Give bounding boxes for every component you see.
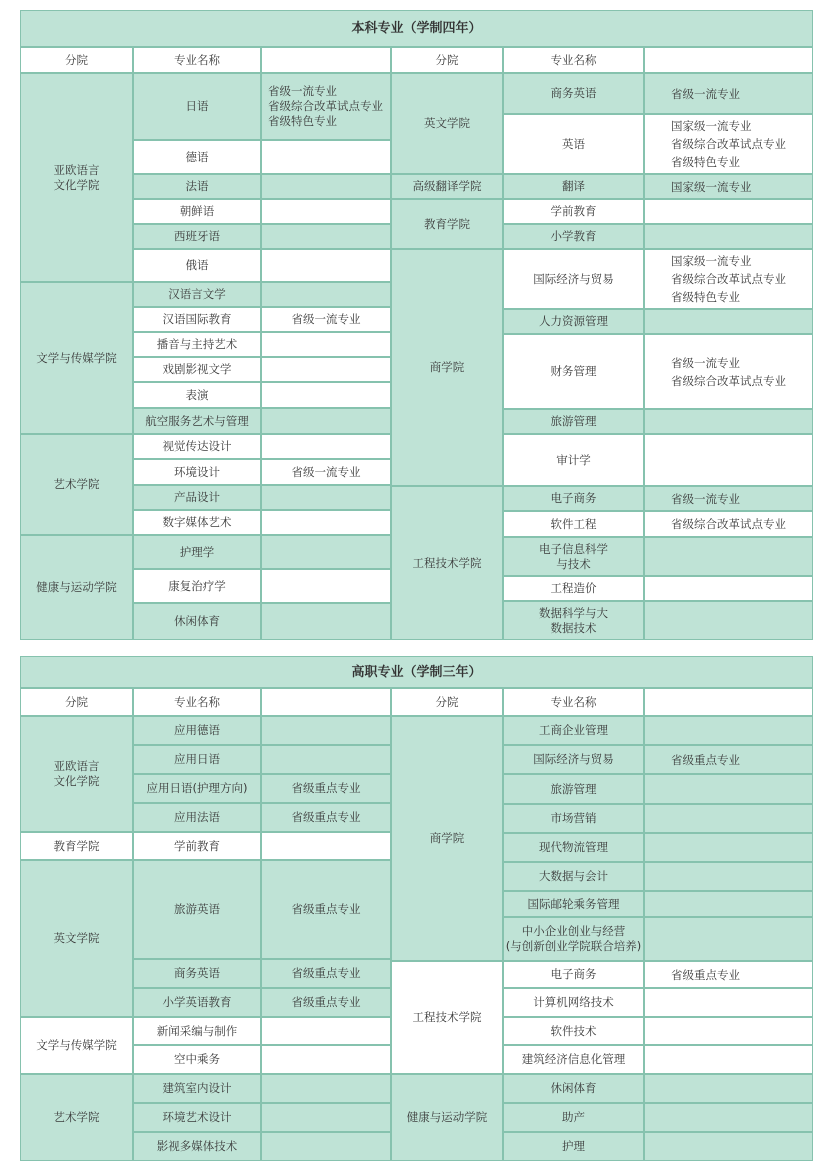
major-cell — [503, 224, 644, 249]
note-badge-text: 省级综合改革试点专业 — [671, 272, 786, 286]
major-cell — [503, 486, 644, 511]
college-name: 商学院 — [429, 831, 465, 845]
note-cell — [644, 745, 813, 774]
major-cell — [503, 73, 644, 114]
note-cell — [644, 199, 813, 224]
note-badge-text: 省级重点专业 — [291, 810, 361, 824]
major-cell — [503, 745, 644, 774]
note-cell — [261, 140, 391, 174]
major-cell — [133, 569, 261, 603]
major-cell — [133, 73, 261, 140]
note-badge-text: 省级一流专业 — [291, 312, 361, 326]
major-cell — [503, 1132, 644, 1161]
major-cell — [503, 1045, 644, 1074]
major-name: 计算机网络技术 — [533, 995, 614, 1009]
note-cell — [261, 510, 391, 535]
note-badge-text: 省级综合改革试点专业 — [671, 517, 786, 531]
college-cell — [20, 716, 133, 832]
note-cell — [261, 803, 391, 832]
header-college — [391, 688, 503, 716]
note-cell — [644, 961, 813, 988]
note-cell — [261, 988, 391, 1017]
note-cell — [644, 486, 813, 511]
major-name: 软件技术 — [550, 1023, 597, 1038]
note-cell — [261, 716, 391, 745]
major-cell — [503, 716, 644, 745]
note-cell — [261, 832, 391, 860]
header-note — [261, 47, 391, 73]
college-cell — [391, 199, 503, 249]
header-major — [133, 47, 261, 73]
major-name: 汉语言文学 — [168, 287, 226, 301]
major-cell — [503, 961, 644, 988]
major-name: 电子商务 — [550, 967, 597, 981]
major-name: 建筑经济信息化管理 — [521, 1052, 626, 1066]
note-cell — [261, 860, 391, 959]
header-note — [644, 47, 813, 73]
college-name: 健康与运动学院 — [36, 580, 117, 594]
note-badge-text: 省级特色专业 — [268, 114, 337, 128]
note-badge-text: 国家级一流专业 — [671, 179, 752, 194]
major-name: 商务英语 — [174, 966, 220, 980]
college-name: 文学与传媒学院 — [36, 1038, 117, 1052]
college-name: 亚欧语言 文化学院 — [53, 759, 100, 788]
major-name: 现代物流管理 — [539, 840, 608, 854]
header-college-text: 分院 — [435, 694, 459, 709]
major-name: 休闲体育 — [550, 1081, 597, 1095]
college-name: 英文学院 — [53, 931, 100, 945]
major-cell — [133, 307, 261, 332]
header-major — [133, 688, 261, 716]
major-name: 应用法语 — [174, 810, 220, 824]
college-name: 教育学院 — [53, 838, 100, 853]
major-cell — [133, 140, 261, 174]
college-cell — [391, 716, 503, 961]
note-cell — [644, 511, 813, 537]
major-cell — [503, 988, 644, 1017]
major-name: 播音与主持艺术 — [156, 337, 238, 351]
note-cell — [644, 537, 813, 576]
major-cell — [503, 891, 644, 917]
major-name: 日语 — [185, 99, 209, 113]
major-cell — [503, 1103, 644, 1132]
note-cell — [261, 1045, 391, 1074]
major-cell — [503, 199, 644, 224]
college-cell — [391, 73, 503, 174]
major-name: 旅游管理 — [550, 414, 597, 428]
major-name: 影视多媒体技术 — [156, 1139, 238, 1153]
note-cell — [261, 434, 391, 459]
major-cell — [503, 174, 644, 199]
major-cell — [503, 917, 644, 961]
major-name: 航空服务艺术与管理 — [145, 413, 249, 428]
major-cell — [133, 174, 261, 199]
college-name: 教育学院 — [424, 216, 470, 231]
note-cell — [261, 535, 391, 569]
note-cell — [644, 334, 813, 409]
note-badge-text: 省级一流专业 — [671, 491, 740, 506]
major-name: 旅游英语 — [174, 902, 220, 916]
college-cell — [20, 860, 133, 1017]
college-name: 工程技术学院 — [412, 1010, 482, 1024]
major-name: 数字媒体艺术 — [162, 515, 232, 529]
note-badge-text: 省级重点专业 — [291, 902, 361, 916]
note-badge-text: 省级重点专业 — [291, 781, 361, 795]
note-cell — [644, 716, 813, 745]
major-cell — [133, 510, 261, 535]
note-cell — [261, 174, 391, 199]
note-cell — [644, 1074, 813, 1103]
note-cell — [261, 603, 391, 640]
note-cell — [644, 1132, 813, 1161]
header-major — [503, 688, 644, 716]
note-cell — [261, 459, 391, 485]
major-cell — [133, 382, 261, 408]
note-cell — [644, 988, 813, 1017]
note-cell — [261, 73, 391, 140]
major-name: 助产 — [562, 1110, 585, 1124]
note-cell — [261, 224, 391, 249]
major-name: 新闻采编与制作 — [156, 1023, 238, 1038]
major-name: 护理学 — [179, 544, 215, 559]
header-major-text: 专业名称 — [550, 52, 597, 67]
note-cell — [644, 114, 813, 174]
major-name: 电子信息科学 与技术 — [539, 541, 608, 571]
major-name: 数据科学与大 数据技术 — [539, 605, 608, 635]
note-cell — [261, 1017, 391, 1045]
major-cell — [133, 485, 261, 510]
major-cell — [133, 860, 261, 959]
major-name: 审计学 — [556, 452, 591, 467]
major-name: 法语 — [185, 179, 209, 193]
header-college — [391, 47, 503, 73]
major-cell — [133, 1045, 261, 1074]
note-badge-text: 国家级一流专业 — [671, 254, 752, 268]
major-cell — [133, 459, 261, 485]
table-title-text: 本科专业（学制四年） — [351, 21, 482, 36]
major-name: 应用德语 — [174, 723, 220, 737]
header-major-text: 专业名称 — [174, 52, 220, 67]
note-cell — [261, 1074, 391, 1103]
major-name: 应用日语(护理方向) — [146, 781, 248, 795]
major-cell — [503, 511, 644, 537]
major-cell — [133, 434, 261, 459]
major-name: 中小企业创业与经营 (与创新创业学院联合培养) — [505, 924, 642, 953]
major-cell — [503, 409, 644, 434]
major-cell — [133, 832, 261, 860]
major-cell — [133, 357, 261, 382]
note-cell — [261, 408, 391, 434]
college-name: 艺术学院 — [53, 1110, 100, 1124]
major-cell — [133, 282, 261, 307]
note-cell — [261, 357, 391, 382]
note-badge-text: 省级特色专业 — [671, 290, 740, 304]
college-name: 健康与运动学院 — [406, 1110, 488, 1124]
note-cell — [261, 332, 391, 357]
college-name: 亚欧语言 文化学院 — [53, 162, 100, 192]
header-college-text: 分院 — [65, 694, 88, 709]
note-cell — [644, 862, 813, 891]
major-cell — [133, 774, 261, 803]
college-cell — [20, 1017, 133, 1074]
major-cell — [133, 224, 261, 249]
note-badge-text: 省级重点专业 — [671, 967, 740, 982]
note-cell — [644, 224, 813, 249]
college-name: 艺术学院 — [53, 477, 100, 491]
major-name: 戏剧影视文学 — [162, 362, 232, 376]
note-cell — [644, 1103, 813, 1132]
note-cell — [261, 282, 391, 307]
major-cell — [503, 576, 644, 601]
note-cell — [261, 774, 391, 803]
major-name: 电子商务 — [550, 491, 597, 505]
note-cell — [261, 745, 391, 774]
note-badge-text: 省级重点专业 — [671, 752, 740, 767]
major-cell — [133, 249, 261, 282]
major-name: 国际邮轮乘务管理 — [527, 896, 620, 911]
note-badge-text: 省级特色专业 — [671, 155, 740, 169]
note-cell — [644, 409, 813, 434]
college-cell — [391, 174, 503, 199]
major-name: 应用日语 — [174, 752, 220, 766]
major-name: 人力资源管理 — [539, 314, 608, 328]
header-note — [261, 688, 391, 716]
note-cell — [644, 1045, 813, 1074]
major-cell — [503, 833, 644, 862]
major-name: 英语 — [562, 136, 585, 151]
major-name: 国际经济与贸易 — [533, 752, 614, 766]
college-cell — [20, 73, 133, 282]
major-cell — [503, 1074, 644, 1103]
note-badge-text: 省级一流专业 — [671, 355, 740, 370]
college-cell — [391, 961, 503, 1074]
major-name: 康复治疗学 — [168, 578, 226, 593]
major-name: 西班牙语 — [174, 229, 220, 243]
college-cell — [391, 1074, 503, 1161]
note-badge-text: 省级综合改革试点专业 — [671, 373, 786, 388]
note-cell — [644, 601, 813, 640]
note-badge-text: 省级综合改革试点专业 — [671, 137, 786, 151]
major-name: 学前教育 — [550, 204, 597, 218]
note-cell — [261, 569, 391, 603]
note-cell — [261, 199, 391, 224]
note-cell — [261, 1132, 391, 1161]
major-name: 翻译 — [562, 179, 585, 193]
major-name: 俄语 — [185, 258, 209, 272]
major-cell — [503, 249, 644, 309]
note-badge-text: 省级重点专业 — [291, 966, 361, 980]
major-cell — [133, 803, 261, 832]
note-cell — [644, 73, 813, 114]
college-cell — [20, 434, 133, 535]
major-cell — [133, 1132, 261, 1161]
major-cell — [133, 332, 261, 357]
major-name: 休闲体育 — [174, 614, 220, 628]
major-cell — [503, 334, 644, 409]
header-major — [503, 47, 644, 73]
major-name: 软件工程 — [550, 516, 597, 531]
major-cell — [133, 535, 261, 569]
college-name: 商学院 — [429, 360, 465, 374]
major-name: 学前教育 — [174, 838, 220, 853]
major-cell — [503, 862, 644, 891]
major-name: 大数据与会计 — [539, 869, 608, 883]
major-cell — [133, 603, 261, 640]
major-cell — [503, 114, 644, 174]
header-college-text: 分院 — [435, 52, 459, 67]
major-name: 产品设计 — [174, 490, 220, 504]
major-name: 朝鲜语 — [179, 204, 215, 218]
note-cell — [644, 309, 813, 334]
major-cell — [133, 408, 261, 434]
major-cell — [503, 537, 644, 576]
major-name: 德语 — [185, 149, 209, 164]
major-cell — [133, 959, 261, 988]
major-cell — [503, 309, 644, 334]
college-name: 高级翻译学院 — [412, 179, 482, 193]
college-cell — [391, 249, 503, 486]
note-cell — [261, 307, 391, 332]
header-college-text: 分院 — [65, 52, 88, 67]
note-cell — [644, 576, 813, 601]
major-cell — [133, 716, 261, 745]
major-cell — [503, 601, 644, 640]
major-cell — [503, 1017, 644, 1045]
header-major-text: 专业名称 — [174, 694, 220, 709]
major-name: 环境设计 — [174, 464, 220, 479]
note-cell — [644, 891, 813, 917]
major-cell — [133, 988, 261, 1017]
major-cell — [133, 745, 261, 774]
college-cell — [391, 486, 503, 640]
note-cell — [644, 917, 813, 961]
note-cell — [644, 804, 813, 833]
major-cell — [133, 1074, 261, 1103]
header-college — [20, 47, 133, 73]
major-name: 市场营销 — [550, 811, 597, 825]
table-title — [20, 656, 813, 688]
note-badge-text: 省级综合改革试点专业 — [268, 99, 383, 113]
table-title-text: 高职专业（学制三年） — [351, 664, 482, 680]
college-cell — [20, 535, 133, 640]
major-cell — [503, 804, 644, 833]
note-badge-text: 国家级一流专业 — [671, 119, 752, 133]
major-cell — [503, 774, 644, 804]
note-cell — [261, 485, 391, 510]
note-badge-text: 省级一流专业 — [671, 86, 740, 101]
header-college — [20, 688, 133, 716]
college-cell — [20, 282, 133, 434]
note-cell — [644, 174, 813, 199]
note-cell — [644, 774, 813, 804]
major-name: 国际经济与贸易 — [533, 271, 614, 286]
major-cell — [503, 434, 644, 486]
major-name: 小学教育 — [550, 229, 597, 243]
major-cell — [133, 1103, 261, 1132]
note-cell — [261, 382, 391, 408]
note-badge-text: 省级重点专业 — [291, 995, 361, 1009]
note-cell — [261, 959, 391, 988]
major-name: 汉语国际教育 — [162, 312, 232, 326]
major-name: 视觉传达设计 — [162, 439, 232, 453]
major-name: 建筑室内设计 — [162, 1081, 232, 1095]
college-name: 工程技术学院 — [412, 555, 482, 570]
college-cell — [20, 1074, 133, 1161]
major-name: 表演 — [185, 387, 209, 402]
header-note — [644, 688, 813, 716]
major-name: 工程造价 — [550, 581, 597, 595]
note-badge-text: 省级一流专业 — [291, 464, 361, 479]
major-name: 小学英语教育 — [162, 995, 232, 1009]
header-major-text: 专业名称 — [550, 694, 597, 709]
major-name: 环境艺术设计 — [162, 1110, 232, 1124]
note-cell — [261, 249, 391, 282]
note-cell — [644, 434, 813, 486]
major-name: 工商企业管理 — [539, 723, 608, 737]
table-title — [20, 10, 813, 47]
note-cell — [644, 249, 813, 309]
note-cell — [644, 833, 813, 862]
note-cell — [644, 1017, 813, 1045]
major-name: 护理 — [562, 1139, 585, 1153]
college-name: 英文学院 — [424, 116, 470, 130]
note-badge-text: 省级一流专业 — [268, 84, 337, 98]
major-cell — [133, 199, 261, 224]
major-name: 财务管理 — [550, 364, 597, 378]
major-name: 空中乘务 — [174, 1052, 220, 1066]
major-name: 商务英语 — [550, 86, 597, 100]
college-cell — [20, 832, 133, 860]
note-cell — [261, 1103, 391, 1132]
major-cell — [133, 1017, 261, 1045]
college-name: 文学与传媒学院 — [36, 350, 117, 365]
major-name: 旅游管理 — [550, 781, 597, 796]
